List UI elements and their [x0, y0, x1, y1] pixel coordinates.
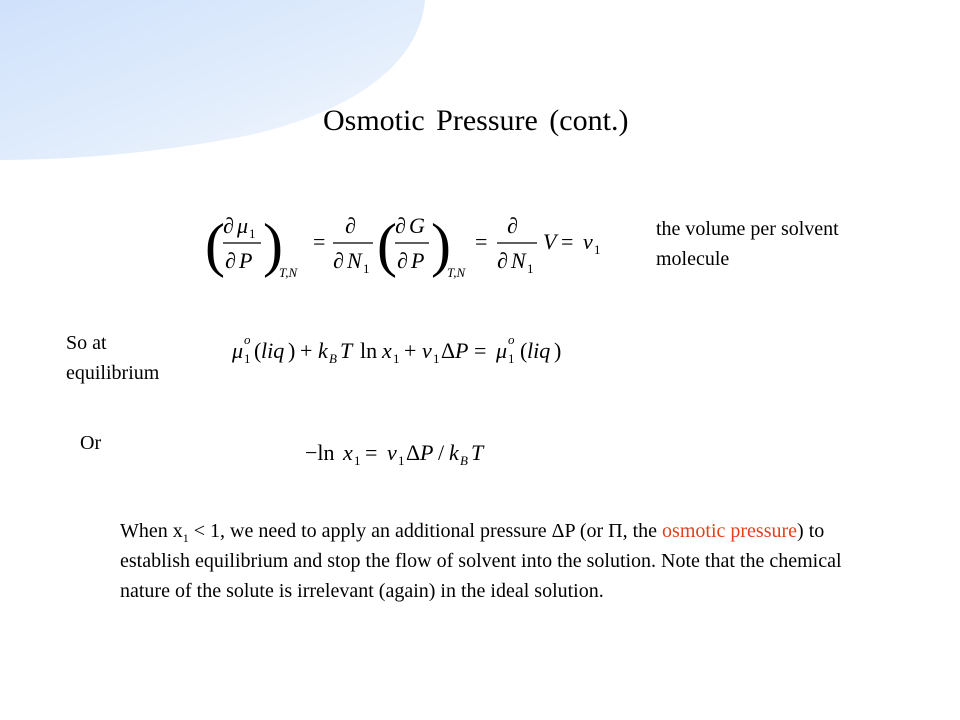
svg-text:v: v — [583, 229, 593, 254]
svg-text:+: + — [404, 338, 417, 363]
equation-ln-x1 — [305, 436, 505, 472]
svg-text:ln: ln — [360, 338, 378, 363]
svg-text:∂: ∂ — [225, 248, 236, 273]
svg-text:μ: μ — [496, 338, 508, 363]
svg-text:T: T — [471, 440, 484, 465]
svg-text:): ) — [431, 212, 451, 278]
slide-title: Osmotic Pressure (cont.) — [323, 104, 629, 137]
svg-text:∂: ∂ — [497, 248, 508, 273]
svg-text:∂: ∂ — [395, 213, 406, 238]
svg-text:∂: ∂ — [333, 248, 344, 273]
svg-text:N: N — [511, 248, 526, 273]
paragraph-text-2: < 1, we need to apply an additional pressure ΔP (or Π, the — [188, 520, 663, 542]
svg-text:G: G — [409, 213, 425, 238]
svg-text:1: 1 — [527, 261, 534, 276]
svg-text:(: ( — [254, 338, 262, 363]
svg-text:v: v — [422, 338, 432, 363]
svg-text:P: P — [411, 248, 425, 273]
svg-text:=: = — [474, 338, 487, 363]
svg-text:(: ( — [377, 212, 397, 278]
svg-text:Δ: Δ — [406, 440, 421, 465]
svg-text:N: N — [347, 248, 362, 273]
svg-text:o: o — [508, 332, 515, 347]
svg-text:1: 1 — [244, 351, 251, 366]
label-or: Or — [80, 432, 102, 454]
background-swoosh — [0, 0, 430, 170]
side-note-volume: the volume per solvent molecule — [656, 218, 839, 270]
svg-text:=: = — [313, 229, 326, 254]
explanation-paragraph — [120, 516, 860, 606]
svg-text:1: 1 — [249, 226, 256, 241]
label-equilibrium: equilibrium — [66, 362, 160, 384]
paragraph-subscript: 1 — [182, 531, 189, 545]
svg-text:P: P — [239, 248, 253, 273]
equation-equilibrium — [232, 332, 592, 372]
svg-text:=: = — [475, 229, 488, 254]
svg-text:): ) — [263, 212, 283, 278]
svg-text:/: / — [438, 440, 445, 465]
equation-chemical-potential-derivative — [205, 205, 615, 285]
svg-text:+: + — [300, 338, 313, 363]
svg-text:=: = — [561, 229, 574, 254]
svg-text:∂: ∂ — [507, 213, 518, 238]
svg-text:1: 1 — [594, 242, 601, 257]
svg-text:∂: ∂ — [345, 213, 356, 238]
svg-text:): ) — [288, 338, 296, 363]
svg-text:liq: liq — [261, 338, 285, 363]
svg-text:V: V — [543, 229, 557, 254]
svg-text:T: T — [340, 338, 353, 363]
svg-text:∂: ∂ — [223, 213, 234, 238]
svg-text:1: 1 — [433, 351, 440, 366]
paragraph-text-3: ) to establish equilibrium and stop the flow of solvent into the solution. Note that the chemical nature of the solute is irrelevant (again) in the ideal solution. — [120, 520, 842, 602]
svg-text:v: v — [387, 440, 397, 465]
svg-text:μ: μ — [237, 213, 249, 238]
svg-text:1: 1 — [363, 261, 370, 276]
svg-text:): ) — [554, 338, 562, 363]
svg-text:B: B — [329, 351, 337, 366]
label-so-at: So at — [66, 332, 107, 354]
svg-text:T,N: T,N — [447, 265, 466, 280]
svg-text:Δ: Δ — [441, 338, 456, 363]
svg-text:(: ( — [205, 212, 225, 278]
svg-text:1: 1 — [393, 351, 400, 366]
svg-text:μ: μ — [232, 338, 244, 363]
svg-text:P: P — [455, 338, 469, 363]
svg-text:=: = — [365, 440, 378, 465]
svg-text:(: ( — [520, 338, 528, 363]
svg-text:∂: ∂ — [397, 248, 408, 273]
svg-text:B: B — [460, 453, 468, 468]
svg-text:k: k — [449, 440, 459, 465]
highlight-osmotic-pressure: osmotic pressure — [662, 520, 798, 542]
svg-text:T,N: T,N — [279, 265, 298, 280]
svg-text:P: P — [420, 440, 434, 465]
svg-text:1: 1 — [508, 351, 515, 366]
svg-text:1: 1 — [398, 453, 405, 468]
svg-text:x: x — [343, 440, 353, 465]
svg-text:liq: liq — [527, 338, 551, 363]
paragraph-text-1: When x — [120, 520, 183, 542]
svg-text:o: o — [244, 332, 251, 347]
svg-text:x: x — [382, 338, 392, 363]
svg-text:k: k — [318, 338, 328, 363]
svg-text:−ln: −ln — [305, 440, 335, 465]
svg-text:1: 1 — [354, 453, 361, 468]
